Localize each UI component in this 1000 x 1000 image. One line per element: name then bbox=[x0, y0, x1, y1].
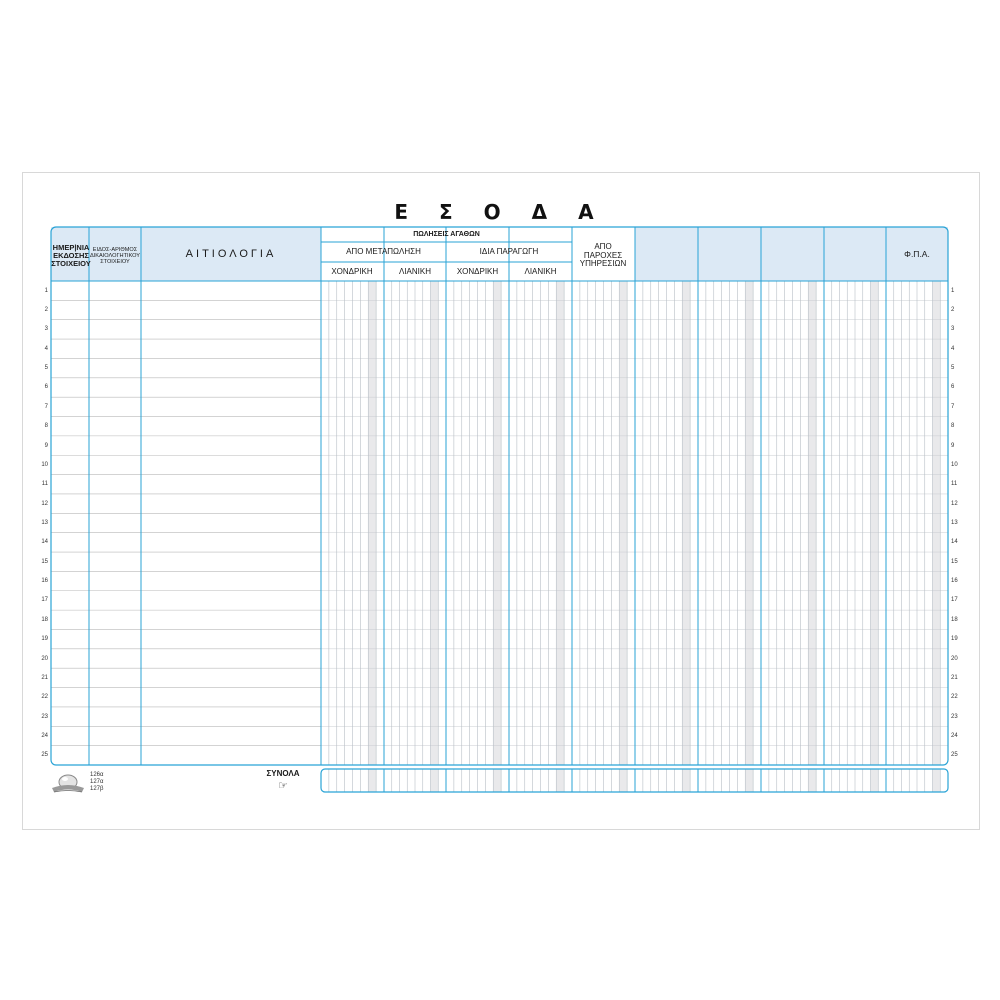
header-own-production: ΙΔΙΑ ΠΑΡΑΓΩΓΗ bbox=[479, 247, 539, 257]
row-number-l: 18 bbox=[41, 616, 48, 623]
form-code-3: 127β bbox=[90, 786, 104, 792]
row-number-l: 12 bbox=[41, 500, 48, 507]
header-wholesale-2: ΧΟΝΔΡΙΚΗ bbox=[456, 266, 499, 276]
header-date bbox=[52, 236, 90, 276]
header-services-line-2: ΠΑΡΟΧΕΣ bbox=[583, 250, 623, 260]
header-doc-type-line-3: ΣΤΟΙΧΕΙΟΥ bbox=[100, 259, 130, 266]
header-resale: ΑΠΟ ΜΕΤΑΠΩΛΗΣΗ bbox=[346, 247, 421, 257]
row-number-r: 21 bbox=[951, 674, 958, 681]
row-number-l: 11 bbox=[41, 481, 48, 488]
header-services bbox=[572, 238, 634, 274]
row-number-r: 11 bbox=[951, 481, 958, 488]
publisher-logo-icon bbox=[48, 770, 88, 798]
totals-label: ΣΥΝΟΛΑ bbox=[266, 768, 300, 778]
row-number-r: 10 bbox=[951, 461, 958, 468]
row-number-r: 12 bbox=[951, 500, 958, 507]
header-description: ΑΙΤΙΟΛΟΓΙΑ bbox=[185, 248, 277, 261]
row-number-r: 9 bbox=[951, 442, 955, 449]
header-date-line-1: ΗΜΕΡ|ΝΙΑ bbox=[52, 242, 90, 252]
row-number-r: 7 bbox=[951, 403, 955, 410]
row-number-r: 22 bbox=[951, 694, 958, 701]
row-number-l: 23 bbox=[41, 713, 48, 720]
row-number-l: 1 bbox=[44, 287, 48, 294]
row-number-l: 15 bbox=[41, 558, 48, 565]
row-number-r: 23 bbox=[951, 713, 958, 720]
row-number-l: 3 bbox=[44, 326, 48, 333]
header-sales: ΠΩΛΗΣΕΙΣ ΑΓΑΘΩΝ bbox=[413, 231, 480, 239]
row-number-r: 3 bbox=[951, 326, 955, 333]
row-number-r: 8 bbox=[951, 423, 955, 430]
row-number-r: 17 bbox=[951, 597, 958, 604]
row-number-l: 22 bbox=[41, 694, 48, 701]
row-number-l: 2 bbox=[44, 307, 48, 314]
row-number-l: 25 bbox=[41, 752, 48, 759]
header-vat: Φ.Π.Α. bbox=[904, 248, 930, 259]
row-number-l: 7 bbox=[44, 403, 48, 410]
row-number-r: 2 bbox=[951, 307, 955, 314]
header-doc-type-line-2: ΔΙΚΑΙΟΛΟΓΗΤΙΚΟΥ bbox=[89, 252, 141, 259]
row-number-r: 25 bbox=[951, 752, 958, 759]
header-wholesale-1: ΧΟΝΔΡΙΚΗ bbox=[331, 266, 373, 276]
form-code-2: 127α bbox=[90, 779, 104, 785]
row-number-l: 14 bbox=[41, 539, 48, 546]
row-number-l: 21 bbox=[41, 674, 48, 681]
row-number-r: 20 bbox=[951, 655, 958, 662]
row-number-r: 16 bbox=[951, 578, 958, 585]
row-number-l: 9 bbox=[44, 442, 48, 449]
row-number-r: 24 bbox=[951, 732, 958, 739]
header-retail-2: ΛΙΑΝΙΚΗ bbox=[524, 266, 557, 276]
row-number-l: 5 bbox=[44, 365, 48, 372]
header-services-line-1: ΑΠΟ bbox=[594, 241, 612, 251]
pointer-icon: ☞ bbox=[278, 779, 288, 792]
form-codes bbox=[90, 772, 103, 793]
row-number-l: 17 bbox=[41, 597, 48, 604]
row-number-l: 8 bbox=[44, 423, 48, 430]
form-code-1: 126α bbox=[90, 772, 104, 778]
row-number-l: 20 bbox=[41, 655, 48, 662]
header-date-line-3: ΣΤΟΙΧΕΙΟΥ bbox=[51, 259, 91, 269]
row-number-l: 4 bbox=[44, 345, 48, 352]
header-doc-type bbox=[89, 236, 141, 276]
header-retail-1: ΛΙΑΝΙΚΗ bbox=[398, 266, 431, 276]
row-number-l: 19 bbox=[41, 636, 48, 643]
row-number-r: 18 bbox=[951, 616, 958, 623]
header-services-line-3: ΥΠΗΡΕΣΙΩΝ bbox=[579, 259, 627, 269]
row-number-r: 6 bbox=[951, 384, 955, 391]
row-number-r: 5 bbox=[951, 365, 955, 372]
row-number-r: 13 bbox=[951, 520, 958, 526]
page-title: Ε Σ Ο Δ Α bbox=[394, 200, 606, 224]
header-doc-type-line-1: ΕΙΔΟΣ-ΑΡΙΘΜΟΣ bbox=[92, 246, 138, 253]
row-number-l: 16 bbox=[41, 578, 48, 585]
row-number-r: 1 bbox=[951, 287, 955, 294]
row-number-r: 15 bbox=[951, 558, 958, 565]
row-number-l: 10 bbox=[41, 461, 48, 468]
row-number-l: 13 bbox=[41, 520, 48, 526]
header-date-line-2: ΕΚΔΟΣΗΣ bbox=[53, 250, 89, 260]
row-number-l: 24 bbox=[41, 732, 48, 739]
row-number-r: 14 bbox=[951, 539, 958, 546]
row-number-l: 6 bbox=[44, 384, 48, 391]
row-number-r: 19 bbox=[951, 636, 958, 643]
row-number-r: 4 bbox=[951, 345, 955, 352]
